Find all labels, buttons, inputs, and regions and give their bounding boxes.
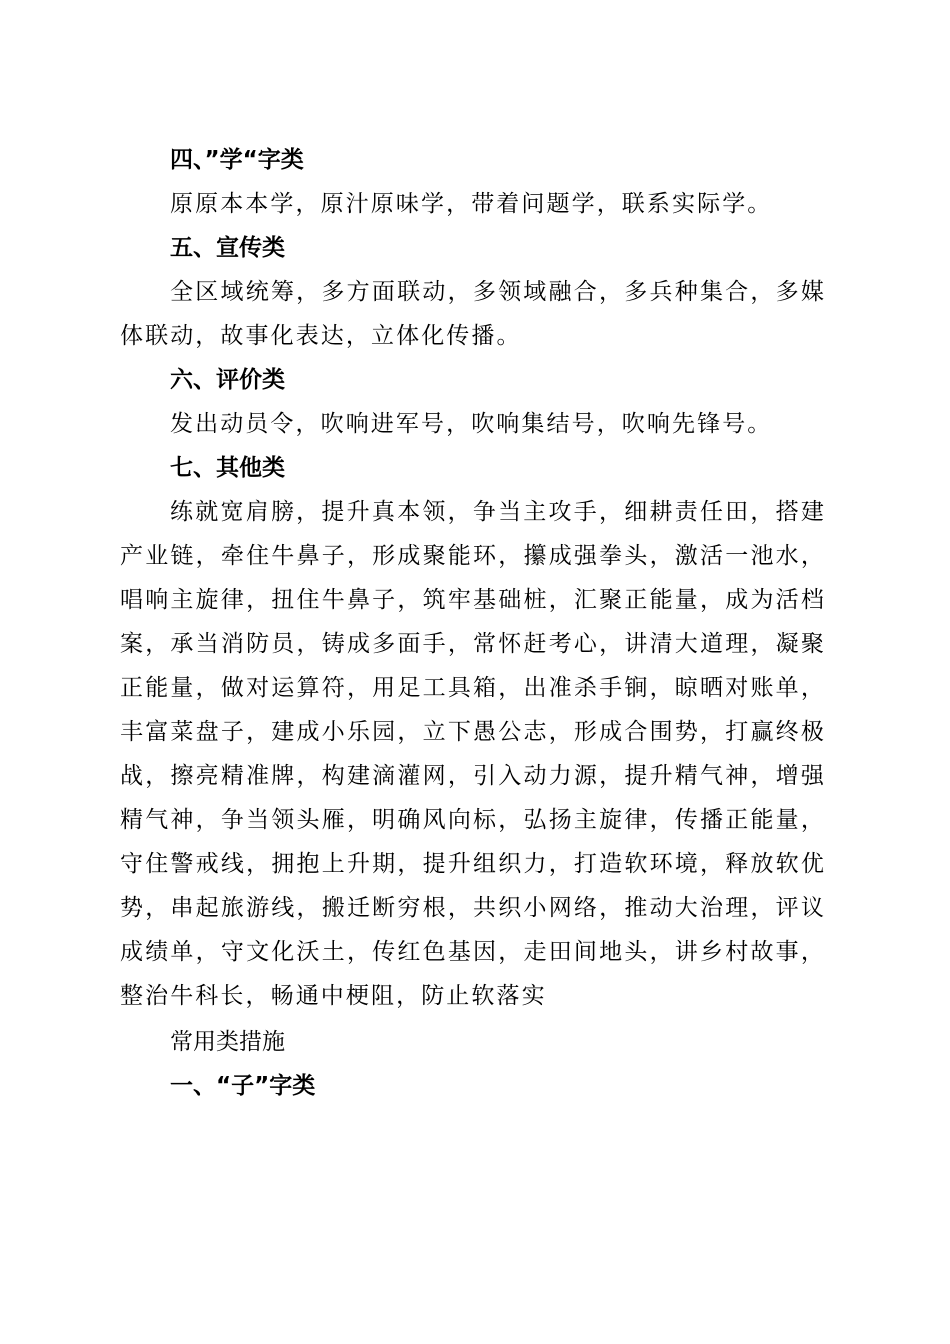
section-body-evaluation: 发出动员令，吹响进军号，吹响集结号，吹响先锋号。	[170, 411, 773, 437]
section-body-publicity: 全区域统筹，多方面联动，多领域融合，多兵种集合，多媒体联动，故事化表达，立体化传播。	[120, 279, 826, 349]
section-heading-publicity: 五、宣传类	[170, 235, 285, 261]
section-heading-evaluation: 六、评价类	[170, 367, 285, 393]
section-heading-study: 四、”学“字类	[170, 147, 304, 173]
section-heading-others: 七、其他类	[170, 455, 285, 481]
document-page	[120, 138, 826, 1108]
section-heading-zi: 一、“子”字类	[170, 1073, 316, 1099]
subtitle-common-measures: 常用类措施	[170, 1029, 285, 1055]
section-body-study: 原原本本学，原汁原味学，带着问题学，联系实际学。	[170, 191, 773, 217]
section-body-others: 练就宽肩膀，提升真本领，争当主攻手，细耕责任田，搭建产业链，牵住牛鼻子，形成聚能环，攥成强拳头，激活一池水，唱响主旋律，扭住牛鼻子，筑牢基础桩，汇聚正能量，成为活档案，承当消防员，铸成多面手，常怀赶考心，讲清大道理，凝聚正能量，做对运算符，用足工具箱，出准杀手锏，晾晒对账单，丰富菜盘子，建成小乐园，立下愚公志，形成合围势，打赢终极战，擦亮精准牌，构建滴灌网，引入动力源，提升精气神，增强精气神，争当领头雁，明确风向标，弘扬主旋律，传播正能量，守住警戒线，拥抱上升期，提升组织力，打造软环境，释放软优势，串起旅游线，搬迁断穷根，共织小网络，推动大治理，评议成绩单，守文化沃土，传红色基因，走田间地头，讲乡村故事，整治牛科长，畅通中梗阻，防止软落实	[120, 499, 826, 1009]
